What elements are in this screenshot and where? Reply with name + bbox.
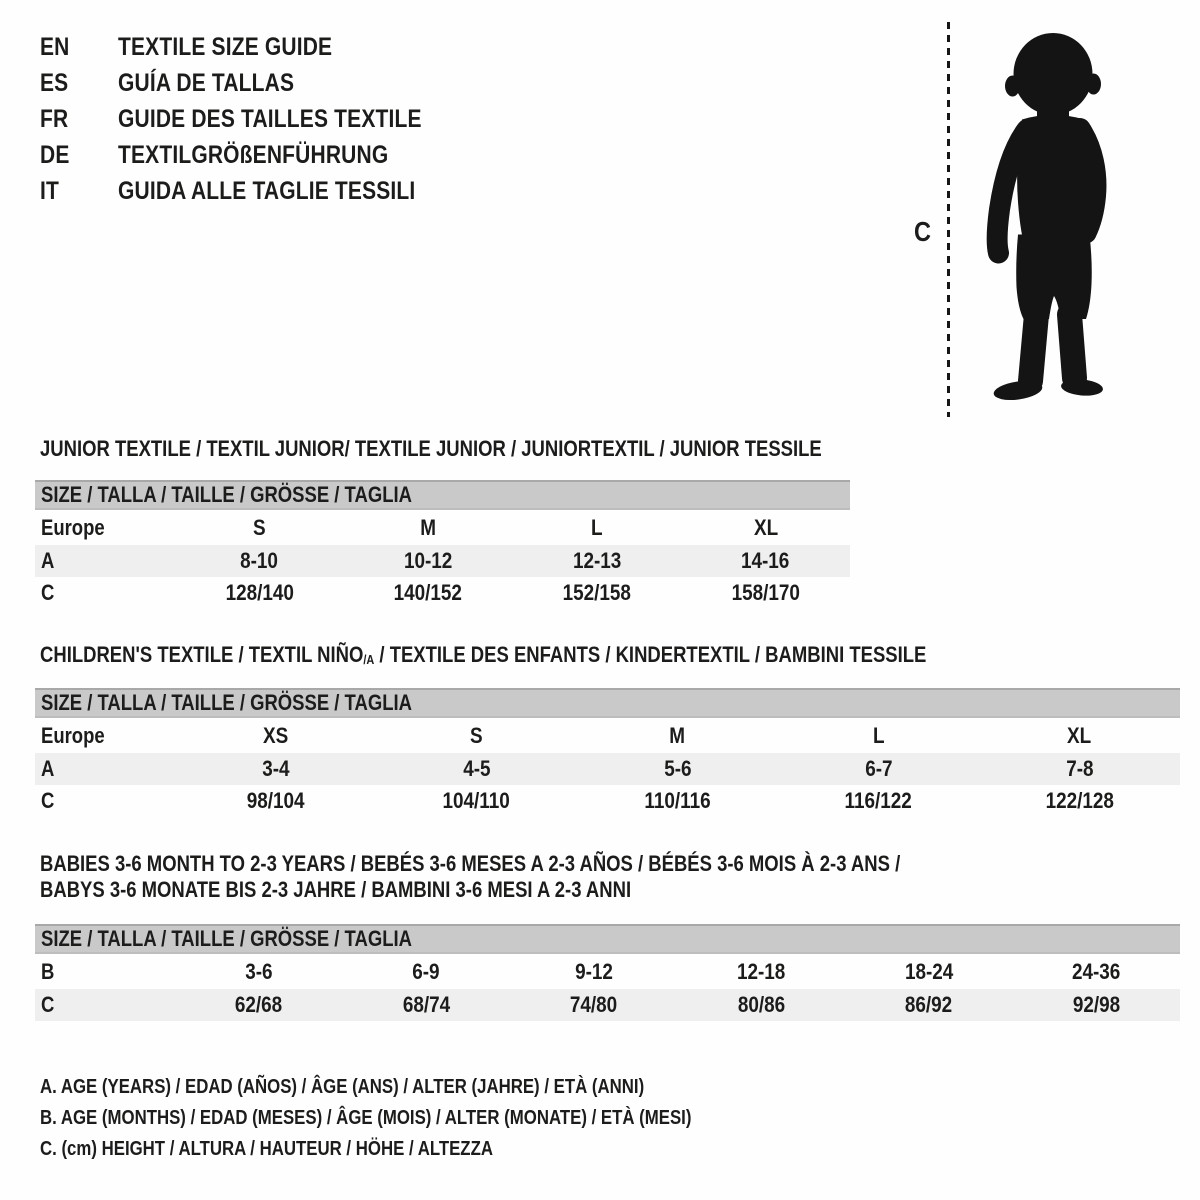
size-value-cell: 5-6 (663, 756, 692, 781)
size-value-cell: XL (753, 514, 778, 540)
table-row (35, 785, 1180, 817)
row-label: C (41, 580, 55, 605)
babies-section-title-line2: BABYS 3-6 MONATE BIS 2-3 JAHRE / BAMBINI 3-6 MESI A 2-3 ANNI (40, 877, 632, 902)
row-label: B (41, 958, 55, 984)
nino-a-subscript: /A (363, 652, 375, 667)
table-row (35, 989, 1180, 1021)
size-header-band: SIZE / TALLA / TAILLE / GRÖSSE / TAGLIA (35, 480, 850, 510)
size-value-cell: S (470, 722, 483, 748)
size-value-cell: 12-18 (737, 958, 786, 984)
language-guide-title: TEXTILGRÖßENFÜHRUNG (118, 140, 389, 169)
children-size-table (35, 688, 1180, 817)
size-value-cell: L (872, 722, 885, 748)
size-value-cell: 4-5 (462, 756, 491, 781)
legend-line: C. (cm) HEIGHT / ALTURA / HAUTEUR / HÖHE / ALTEZZA (40, 1138, 493, 1160)
size-value-cell: S (253, 514, 266, 540)
size-value-cell: 68/74 (402, 992, 450, 1017)
junior-table-rows (35, 510, 850, 609)
size-value-cell: XS (262, 722, 289, 748)
size-value-cell: 128/140 (225, 580, 294, 605)
size-value-cell: 24-36 (1072, 958, 1121, 984)
size-value-cell: 18-24 (904, 958, 953, 984)
row-label: Europe (41, 514, 105, 540)
language-guide-title: GUIDA ALLE TAGLIE TESSILI (118, 176, 416, 205)
size-value-cell: 86/92 (905, 992, 953, 1017)
table-row (35, 753, 1180, 785)
language-row (40, 173, 480, 209)
size-value-cell: 98/104 (246, 788, 305, 813)
size-value-cell: XL (1067, 722, 1092, 748)
babies-textile-section (35, 851, 1180, 1017)
language-code: DE (40, 140, 70, 169)
row-label: Europe (41, 722, 105, 748)
size-value-cell: 92/98 (1072, 992, 1120, 1017)
language-code: FR (40, 104, 69, 133)
size-value-cell: 62/68 (235, 992, 283, 1017)
size-header-band: SIZE / TALLA / TAILLE / GRÖSSE / TAGLIA (35, 924, 1180, 954)
size-value-cell: 6-9 (412, 958, 440, 984)
height-measure-dashed-line (947, 22, 950, 417)
children-table-rows (35, 718, 1180, 817)
language-code: ES (40, 68, 69, 97)
row-label: C (41, 992, 55, 1017)
size-value-cell: 122/128 (1045, 788, 1114, 813)
size-value-cell: 7-8 (1065, 756, 1094, 781)
table-row (35, 954, 1180, 989)
size-value-cell: 3-4 (261, 756, 290, 781)
language-guide-title: TEXTILE SIZE GUIDE (118, 32, 333, 61)
table-row (35, 577, 850, 609)
language-row (40, 101, 480, 137)
table-row (35, 545, 850, 577)
legend-line: A. AGE (YEARS) / EDAD (AÑOS) / ÂGE (ANS) / ALTER (JAHRE) / ETÀ (ANNI) (40, 1076, 645, 1098)
size-value-cell: 8-10 (240, 548, 279, 573)
children-textile-section (35, 642, 1180, 813)
table-row (35, 718, 1180, 753)
row-label: C (41, 788, 55, 813)
row-label: A (41, 756, 55, 781)
babies-section-title-line1: BABIES 3-6 MONTH TO 2-3 YEARS / BEBÉS 3-6 MESES A 2-3 AÑOS / BÉBÉS 3-6 MOIS À 2-3 ANS / (40, 851, 901, 876)
children-section-title: CHILDREN'S TEXTILE / TEXTIL NIÑO/A / TEXTILE DES ENFANTS / KINDERTEXTIL / BAMBINI TESSILE (40, 642, 927, 667)
size-value-cell: 9-12 (574, 958, 613, 984)
table-row (35, 510, 850, 545)
babies-size-table (35, 924, 1180, 1021)
language-row (40, 65, 480, 101)
size-value-cell: L (591, 514, 603, 540)
language-guide-title: GUÍA DE TALLAS (118, 68, 295, 97)
size-value-cell: 116/122 (844, 788, 913, 813)
measurement-legend (40, 1072, 816, 1165)
language-code: IT (40, 176, 60, 205)
size-value-cell: M (669, 722, 686, 748)
size-value-cell: 80/86 (737, 992, 785, 1017)
size-value-cell: 12-13 (572, 548, 622, 573)
row-label: A (41, 548, 55, 573)
junior-textile-section (35, 436, 850, 605)
language-code: EN (40, 32, 70, 61)
size-value-cell: 6-7 (864, 756, 893, 781)
legend-line: B. AGE (MONTHS) / EDAD (MESES) / ÂGE (MOIS) / ALTER (MONATE) / ETÀ (MESI) (40, 1107, 692, 1129)
language-row (40, 29, 480, 65)
size-value-cell: 152/158 (562, 580, 632, 605)
language-title-list (40, 29, 480, 209)
height-measure-label: C (914, 216, 931, 247)
size-value-cell: 14-16 (741, 548, 790, 573)
babies-table-rows (35, 954, 1180, 1021)
language-guide-title: GUIDE DES TAILLES TEXTILE (118, 104, 422, 133)
size-value-cell: 74/80 (570, 992, 618, 1017)
language-row (40, 137, 480, 173)
size-value-cell: 140/152 (393, 580, 463, 605)
size-value-cell: M (420, 514, 436, 540)
toddler-silhouette-icon (968, 18, 1138, 416)
size-value-cell: 158/170 (731, 580, 800, 605)
size-value-cell: 104/110 (442, 788, 511, 813)
size-value-cell: 3-6 (245, 958, 273, 984)
junior-size-table (35, 480, 850, 609)
size-value-cell: 10-12 (403, 548, 453, 573)
junior-section-title: JUNIOR TEXTILE / TEXTIL JUNIOR/ TEXTILE JUNIOR / JUNIORTEXTIL / JUNIOR TESSILE (40, 436, 822, 461)
size-header-band: SIZE / TALLA / TAILLE / GRÖSSE / TAGLIA (35, 688, 1180, 718)
size-value-cell: 110/116 (644, 788, 711, 813)
